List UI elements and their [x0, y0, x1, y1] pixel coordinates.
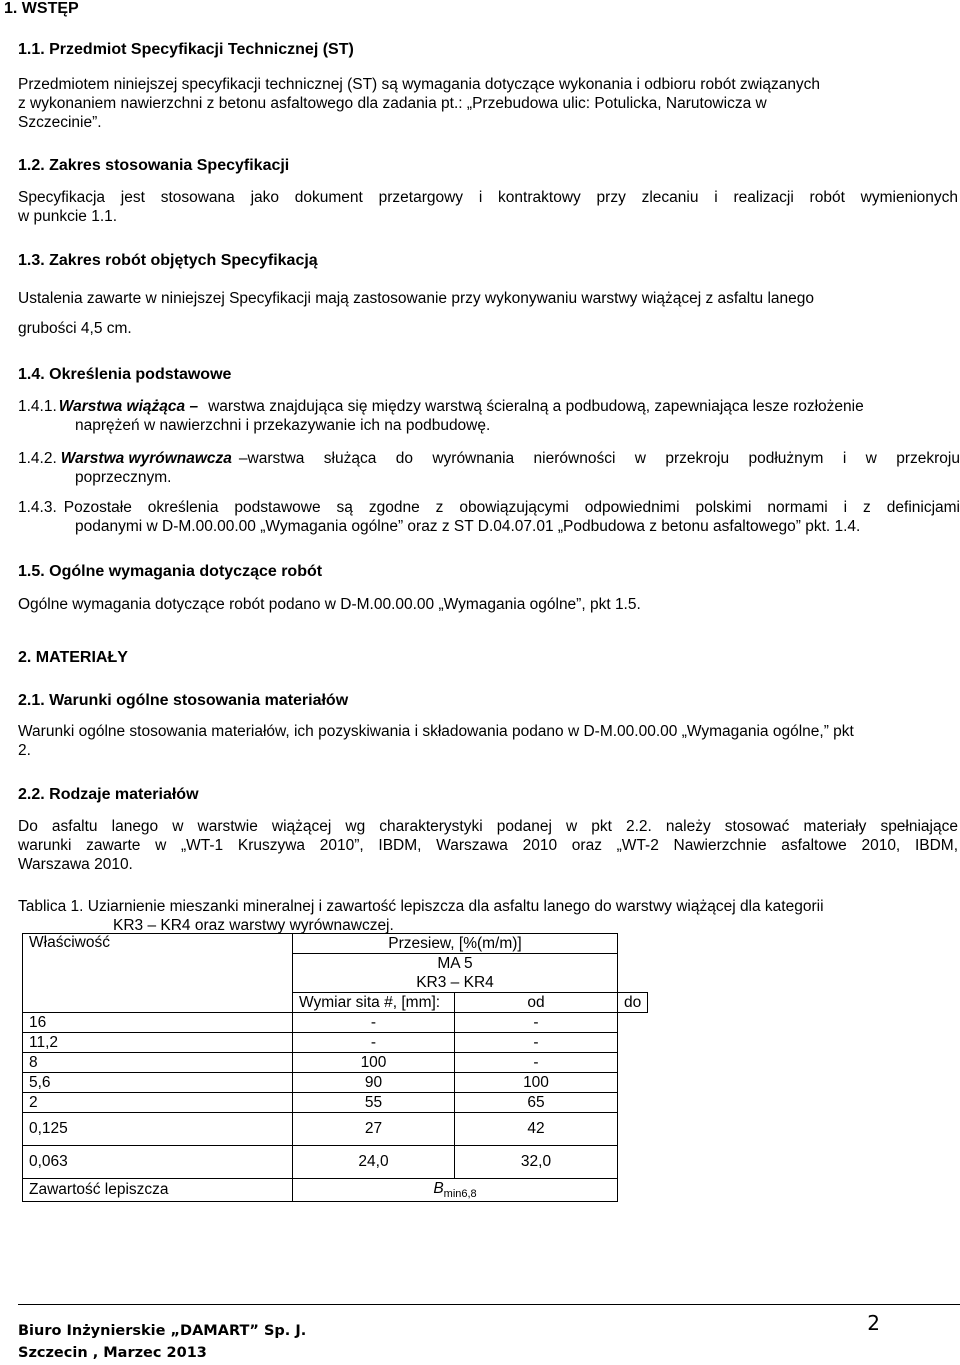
- page-number: 2: [867, 1311, 880, 1335]
- section-1-5-paragraph: Ogólne wymagania dotyczące robót podano w D-M.00.00.00 „Wymagania ogólne”, pkt 1.5.: [18, 596, 641, 613]
- table-cell-from: 100: [293, 1053, 455, 1073]
- table-row: [23, 1093, 648, 1113]
- table-row: [23, 1013, 648, 1033]
- definition-continuation: poprzecznym.: [75, 469, 172, 486]
- paragraph-line: Warunki ogólne stosowania materiałów, ich pozyskiwania i składowania podano w D-M.00.00.00 „Wymagania ogólne,” pkt: [18, 723, 854, 740]
- paragraph-line: Ustalenia zawarte w niniejszej Specyfikacji mają zastosowanie przy wykonywaniu warstwy wiążącej z asfaltu lanego: [18, 290, 815, 307]
- table-cell-from: -: [293, 1013, 455, 1033]
- table-header-from: od: [455, 993, 618, 1013]
- paragraph-line: warunki zawarte w „WT-1 Kruszywa 2010”, IBDM, Warszawa 2010 oraz „WT-2 Nawierzchnie asfaltowe 2010, IBDM,: [18, 837, 958, 854]
- table-cell-to: 42: [455, 1113, 618, 1146]
- footer-divider: [18, 1304, 960, 1305]
- table-cell-to: 32,0: [455, 1146, 618, 1179]
- section-2-1-heading: 2.1. Warunki ogólne stosowania materiałów: [18, 692, 349, 709]
- table-cell-sieve: 11,2: [23, 1033, 293, 1053]
- paragraph-line: grubości 4,5 cm.: [18, 320, 132, 337]
- binder-subscript: min6,8: [443, 1188, 477, 1201]
- table-cell-from: 55: [293, 1093, 455, 1113]
- section-1-heading: 1. WSTĘP: [4, 0, 79, 17]
- definition-text: –warstwa służąca do wyrównania nierówności w przekroju podłużnym i w przekroju: [238, 450, 960, 467]
- definition-number: 1.4.1.: [18, 398, 57, 415]
- table-cell-to: -: [455, 1033, 618, 1053]
- table-caption-line: Tablica 1. Uziarnienie mieszanki mineralnej i zawartość lepiszcza dla asfaltu lanego do warstwy wiążącej dla kategorii: [18, 898, 824, 915]
- definition-term: Warstwa wyrównawcza: [60, 450, 232, 467]
- paragraph-line: z wykonaniem nawierzchni z betonu asfaltowego dla zadania pt.: „Przebudowa ulic: Potulicka, Narutowicza w: [18, 95, 767, 112]
- paragraph-line: Specyfikacja jest stosowana jako dokument przetargowy i kontraktowy przy zlecaniu i realizacji robót wymienionych: [18, 189, 958, 206]
- table-row: [23, 934, 648, 954]
- table-cell-sieve: 0,063: [23, 1146, 293, 1179]
- gradation-table: [22, 933, 648, 1202]
- table-header-mix: [293, 954, 618, 993]
- table-row: [23, 1033, 648, 1053]
- table-cell-from: -: [293, 1033, 455, 1053]
- table-header-property: Właściwość: [23, 934, 293, 1013]
- section-1-1-paragraph: [18, 75, 958, 132]
- table-cell-binder-value: [293, 1179, 618, 1202]
- table-cell-sieve: 0,125: [23, 1113, 293, 1146]
- definition-1-4-3: [18, 498, 960, 536]
- paragraph-line: Przedmiotem niniejszej specyfikacji technicznej (ST) są wymagania dotyczące wykonania i odbioru robót związanych: [18, 76, 821, 93]
- table-header-sieve: Wymiar sita #, [mm]:: [293, 993, 455, 1013]
- definition-term: Warstwa wiążąca –: [58, 398, 199, 415]
- table-cell-from: 27: [293, 1113, 455, 1146]
- paragraph-line: Szczecinie”.: [18, 114, 102, 131]
- table-header-to: do: [618, 993, 648, 1013]
- mix-category: KR3 – KR4: [416, 974, 494, 991]
- section-1-4-heading: 1.4. Określenia podstawowe: [18, 366, 232, 383]
- definition-continuation: podanymi w D-M.00.00.00 „Wymagania ogólne” oraz z ST D.04.07.01 „Podbudowa z betonu asfaltowego” pkt. 1.4.: [75, 518, 861, 535]
- section-2-2-heading: 2.2. Rodzaje materiałów: [18, 786, 199, 803]
- section-1-2-paragraph: [18, 188, 958, 226]
- table-cell-to: -: [455, 1013, 618, 1033]
- paragraph-line: Warszawa 2010.: [18, 856, 133, 873]
- definition-number: 1.4.2.: [18, 450, 57, 467]
- footer-company: Biuro Inżynierskie „DAMART” Sp. J.: [18, 1323, 307, 1339]
- table-row: [23, 1073, 648, 1093]
- section-1-2-heading: 1.2. Zakres stosowania Specyfikacji: [18, 157, 290, 174]
- table-cell-sieve: 2: [23, 1093, 293, 1113]
- footer-place-date: Szczecin , Marzec 2013: [18, 1345, 207, 1361]
- section-1-1-heading: 1.1. Przedmiot Specyfikacji Technicznej (ST): [18, 41, 354, 58]
- table-header-passing: Przesiew, [%(m/m)]: [293, 934, 618, 954]
- table-caption-line: KR3 – KR4 oraz warstwy wyrównawczej.: [113, 917, 394, 934]
- table-cell-from: 24,0: [293, 1146, 455, 1179]
- section-1-3-paragraph: [18, 289, 958, 338]
- definition-number: 1.4.3.: [18, 499, 57, 516]
- table-caption: [18, 897, 824, 935]
- table-cell-sieve: 16: [23, 1013, 293, 1033]
- mix-name: MA 5: [437, 955, 473, 972]
- definition-text: warstwa znajdująca się między warstwą ścieralną a podbudową, zapewniająca lesze rozłożenie: [208, 398, 864, 415]
- definition-1-4-2: [18, 449, 960, 487]
- table-row: [23, 1179, 648, 1202]
- table-row: [23, 1146, 648, 1179]
- paragraph-line: 2.: [18, 742, 31, 759]
- section-2-2-paragraph: [18, 817, 958, 874]
- paragraph-line: w punkcie 1.1.: [18, 208, 118, 225]
- table-cell-to: 100: [455, 1073, 618, 1093]
- table-cell-from: 90: [293, 1073, 455, 1093]
- definition-text: Pozostałe określenia podstawowe są zgodne z obowiązującymi odpowiednimi polskimi normami i z definicjami: [63, 499, 960, 516]
- section-1-5-heading: 1.5. Ogólne wymagania dotyczące robót: [18, 563, 323, 580]
- table-cell-sieve: 8: [23, 1053, 293, 1073]
- table-cell-to: 65: [455, 1093, 618, 1113]
- definition-continuation: naprężeń w nawierzchni i przekazywanie ich na podbudowę.: [75, 417, 491, 434]
- table-row: [23, 1053, 648, 1073]
- paragraph-line: Do asfaltu lanego w warstwie wiążącej wg charakterystyki podanej w pkt 2.2. należy stosować materiały spełniające: [18, 818, 958, 835]
- table-cell-binder-label: Zawartość lepiszcza: [23, 1179, 293, 1202]
- table-row: [23, 1113, 648, 1146]
- table-cell-sieve: 5,6: [23, 1073, 293, 1093]
- definition-1-4-1: [18, 397, 960, 435]
- section-2-heading: 2. MATERIAŁY: [18, 649, 128, 666]
- section-1-3-heading: 1.3. Zakres robót objętych Specyfikacją: [18, 252, 318, 269]
- binder-symbol: B: [433, 1179, 444, 1197]
- table-cell-to: -: [455, 1053, 618, 1073]
- section-2-1-paragraph: [18, 722, 958, 760]
